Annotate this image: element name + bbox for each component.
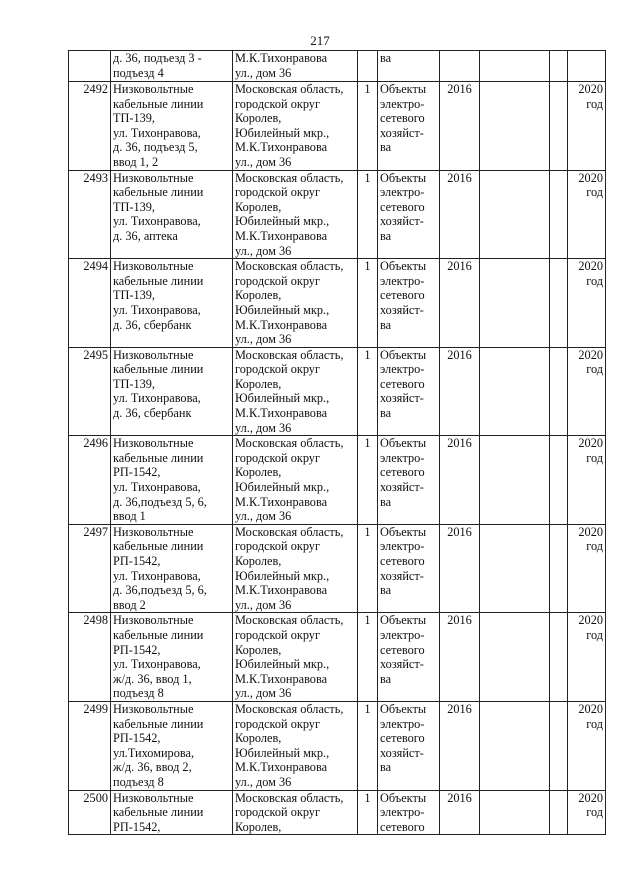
cell-address: Московская область, городской округ Королев, Юбилейный мкр., М.К.Тихонравова ул., дом 36 bbox=[233, 170, 358, 259]
table-row bbox=[69, 524, 606, 613]
cell-empty-1 bbox=[480, 347, 550, 436]
cell-name: Низковольтные кабельные линии РП-1542, ул. Тихонравова, д. 36,подъезд 5, 6, ввод 2 bbox=[111, 524, 233, 613]
cell-empty-2 bbox=[550, 524, 568, 613]
cell-empty-2 bbox=[550, 613, 568, 702]
cell-plan bbox=[568, 51, 606, 82]
cell-empty-2 bbox=[550, 790, 568, 835]
cell-type: Объекты электро- сетевого хозяйст- ва bbox=[378, 613, 440, 702]
cell-plan: 2020 год bbox=[568, 436, 606, 525]
cell-num: 2496 bbox=[69, 436, 111, 525]
cell-num: 2494 bbox=[69, 259, 111, 348]
cell-qty: 1 bbox=[358, 259, 378, 348]
cell-num: 2498 bbox=[69, 613, 111, 702]
cell-year: 2016 bbox=[440, 436, 480, 525]
cell-type: Объекты электро- сетевого хозяйст- ва bbox=[378, 347, 440, 436]
cell-name: Низковольтные кабельные линии ТП-139, ул. Тихонравова, д. 36, сбербанк bbox=[111, 259, 233, 348]
table-row bbox=[69, 259, 606, 348]
page-number: 217 bbox=[310, 33, 330, 48]
cell-empty-1 bbox=[480, 701, 550, 790]
cell-type: Объекты электро- сетевого хозяйст- ва bbox=[378, 701, 440, 790]
cell-type: Объекты электро- сетевого хозяйст- ва bbox=[378, 524, 440, 613]
cell-name: д. 36, подъезд 3 - подъезд 4 bbox=[111, 51, 233, 82]
cell-qty: 1 bbox=[358, 524, 378, 613]
cell-empty-1 bbox=[480, 82, 550, 171]
cell-num: 2499 bbox=[69, 701, 111, 790]
cell-plan: 2020 год bbox=[568, 82, 606, 171]
table-row bbox=[69, 790, 606, 835]
cell-plan: 2020 год bbox=[568, 613, 606, 702]
cell-year: 2016 bbox=[440, 259, 480, 348]
cell-qty bbox=[358, 51, 378, 82]
cell-plan: 2020 год bbox=[568, 170, 606, 259]
cell-type: Объекты электро- сетевого bbox=[378, 790, 440, 835]
cell-name: Низковольтные кабельные линии ТП-139, ул. Тихонравова, д. 36, подъезд 5, ввод 1, 2 bbox=[111, 82, 233, 171]
cell-num: 2492 bbox=[69, 82, 111, 171]
cell-qty: 1 bbox=[358, 436, 378, 525]
cell-plan: 2020 год bbox=[568, 259, 606, 348]
table-row bbox=[69, 170, 606, 259]
cell-type: Объекты электро- сетевого хозяйст- ва bbox=[378, 82, 440, 171]
table-row bbox=[69, 436, 606, 525]
continuation-row bbox=[69, 51, 606, 82]
registry-table bbox=[68, 50, 606, 835]
cell-name: Низковольтные кабельные линии ТП-139, ул. Тихонравова, д. 36, аптека bbox=[111, 170, 233, 259]
cell-num: 2500 bbox=[69, 790, 111, 835]
cell-name: Низковольтные кабельные линии ТП-139, ул. Тихонравова, д. 36, сбербанк bbox=[111, 347, 233, 436]
cell-qty: 1 bbox=[358, 701, 378, 790]
cell-empty-2 bbox=[550, 259, 568, 348]
cell-address: Московская область, городской округ Королев, bbox=[233, 790, 358, 835]
table-body bbox=[69, 51, 606, 835]
cell-type: Объекты электро- сетевого хозяйст- ва bbox=[378, 436, 440, 525]
cell-name: Низковольтные кабельные линии РП-1542, ул. Тихонравова, д. 36,подъезд 5, 6, ввод 1 bbox=[111, 436, 233, 525]
table-row bbox=[69, 701, 606, 790]
cell-empty-1 bbox=[480, 524, 550, 613]
cell-qty: 1 bbox=[358, 170, 378, 259]
cell-qty: 1 bbox=[358, 82, 378, 171]
cell-plan: 2020 год bbox=[568, 524, 606, 613]
cell-empty-1 bbox=[480, 790, 550, 835]
cell-empty-1 bbox=[480, 613, 550, 702]
cell-address: Московская область, городской округ Королев, Юбилейный мкр., М.К.Тихонравова ул., дом 36 bbox=[233, 524, 358, 613]
cell-address: Московская область, городской округ Королев, Юбилейный мкр., М.К.Тихонравова ул., дом 36 bbox=[233, 613, 358, 702]
cell-empty-1 bbox=[480, 51, 550, 82]
cell-year: 2016 bbox=[440, 524, 480, 613]
cell-name: Низковольтные кабельные линии РП-1542, ул.Тихомирова, ж/д. 36, ввод 2, подъезд 8 bbox=[111, 701, 233, 790]
cell-type: Объекты электро- сетевого хозяйст- ва bbox=[378, 259, 440, 348]
cell-num bbox=[69, 51, 111, 82]
cell-name: Низковольтные кабельные линии РП-1542, ул. Тихонравова, ж/д. 36, ввод 1, подъезд 8 bbox=[111, 613, 233, 702]
cell-address: М.К.Тихонравова ул., дом 36 bbox=[233, 51, 358, 82]
cell-num: 2493 bbox=[69, 170, 111, 259]
cell-empty-2 bbox=[550, 436, 568, 525]
cell-empty-1 bbox=[480, 170, 550, 259]
table-row bbox=[69, 82, 606, 171]
cell-address: Московская область, городской округ Королев, Юбилейный мкр., М.К.Тихонравова ул., дом 36 bbox=[233, 259, 358, 348]
cell-address: Московская область, городской округ Королев, Юбилейный мкр., М.К.Тихонравова ул., дом 36 bbox=[233, 436, 358, 525]
table-row bbox=[69, 613, 606, 702]
cell-empty-2 bbox=[550, 701, 568, 790]
cell-year: 2016 bbox=[440, 170, 480, 259]
cell-empty-2 bbox=[550, 51, 568, 82]
cell-plan: 2020 год bbox=[568, 347, 606, 436]
cell-qty: 1 bbox=[358, 790, 378, 835]
cell-type: Объекты электро- сетевого хозяйст- ва bbox=[378, 170, 440, 259]
cell-plan: 2020 год bbox=[568, 701, 606, 790]
cell-year: 2016 bbox=[440, 82, 480, 171]
cell-empty-2 bbox=[550, 170, 568, 259]
cell-name: Низковольтные кабельные линии РП-1542, bbox=[111, 790, 233, 835]
cell-year: 2016 bbox=[440, 613, 480, 702]
cell-year: 2016 bbox=[440, 790, 480, 835]
cell-address: Московская область, городской округ Королев, Юбилейный мкр., М.К.Тихонравова ул., дом 36 bbox=[233, 347, 358, 436]
cell-plan: 2020 год bbox=[568, 790, 606, 835]
cell-address: Московская область, городской округ Королев, Юбилейный мкр., М.К.Тихонравова ул., дом 36 bbox=[233, 701, 358, 790]
cell-empty-1 bbox=[480, 436, 550, 525]
cell-year bbox=[440, 51, 480, 82]
cell-qty: 1 bbox=[358, 613, 378, 702]
cell-address: Московская область, городской округ Королев, Юбилейный мкр., М.К.Тихонравова ул., дом 36 bbox=[233, 82, 358, 171]
cell-type: ва bbox=[378, 51, 440, 82]
cell-empty-1 bbox=[480, 259, 550, 348]
cell-empty-2 bbox=[550, 82, 568, 171]
cell-num: 2497 bbox=[69, 524, 111, 613]
cell-num: 2495 bbox=[69, 347, 111, 436]
table-row bbox=[69, 347, 606, 436]
cell-empty-2 bbox=[550, 347, 568, 436]
cell-qty: 1 bbox=[358, 347, 378, 436]
cell-year: 2016 bbox=[440, 701, 480, 790]
cell-year: 2016 bbox=[440, 347, 480, 436]
